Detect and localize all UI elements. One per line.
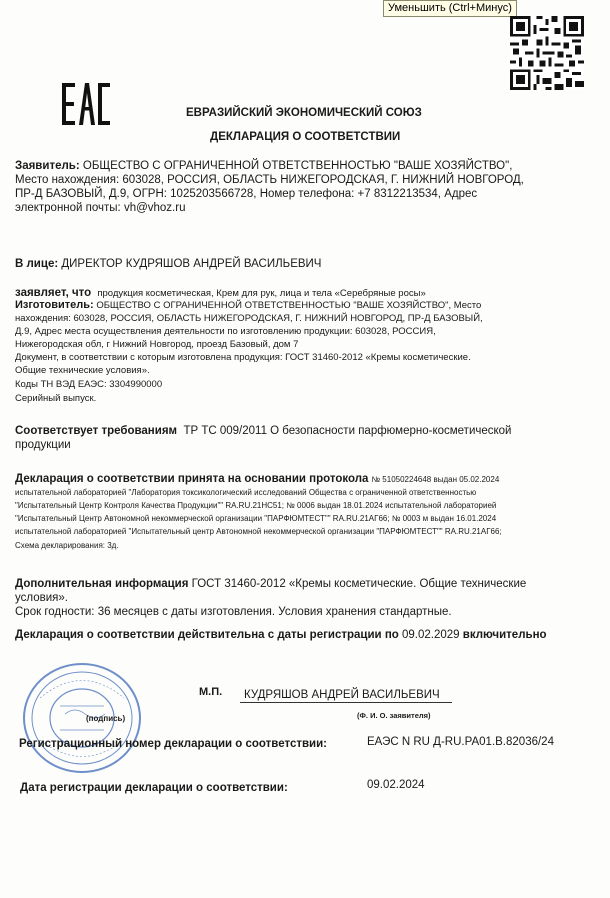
applicant-line-1 (15, 160, 512, 173)
compliance-line-2: продукции (15, 439, 71, 451)
document-title: ДЕКЛАРАЦИЯ О СООТВЕТСТВИИ (210, 131, 401, 143)
registration-number: ЕАЭС N RU Д-RU.РА01.В.82036/24 (367, 736, 554, 748)
additional-value: ГОСТ 31460-2012 «Кремы косметические. Общие технические (191, 578, 527, 590)
additional-line-1 (15, 578, 526, 591)
manufacturer-line-7: Коды ТН ВЭД ЕАЭС: 3304990000 (15, 379, 163, 390)
validity-date: 09.02.2029 (402, 629, 460, 641)
zoom-out-tooltip: Уменьшить (Ctrl+Минус) (383, 0, 517, 17)
registration-date: 09.02.2024 (367, 779, 425, 791)
manufacturer-line-4: Нижегородская обл, г Нижний Новгород, проезд Базовый, дом 7 (15, 339, 299, 350)
seal-place-label: М.П. (199, 686, 223, 698)
company-stamp (20, 658, 150, 776)
applicant-line-2: Место нахождения: 603028, РОССИЯ, ОБЛАСТЬ НИЖЕГОРОДСКАЯ, Г. НИЖНИЙ НОВГОРОД, (15, 174, 524, 186)
signature-caption: (подпись) (86, 714, 126, 723)
validity-line (15, 629, 547, 642)
basis-line-3: "Испытательный Центр Контроля Качества Продукции"" RA.RU.21НС51; № 0006 выдан 18.01.2024 испытательной лабораторией (15, 501, 497, 510)
manufacturer-line-3: Д.9, Адрес места осуществления деятельности по изготовлению продукции: 603028, РОССИЯ, (15, 326, 436, 337)
representative-line (15, 258, 321, 271)
compliance-line-1 (15, 425, 511, 438)
additional-line-3: Срок годности: 36 месяцев с даты изготовления. Условия хранения стандартные. (15, 606, 452, 618)
validity-label: Декларация о соответствии действительна с даты регистрации по (15, 629, 399, 641)
declares-label: заявляет, что (15, 287, 92, 299)
manufacturer-label: Изготовитель: (15, 299, 94, 311)
qr-code (510, 16, 584, 90)
basis-line-4: "Испытательный Центр Автономной некоммерческой организации "ПАРФЮМТЕСТ"" RA.RU.21АГ66; № 0003 м выдан 16.01.2024 (15, 514, 497, 523)
basis-line-5: испытательной лабораторией "Испытательный центр Автономной некоммерческой организации "ПАРФЮМТЕСТ"" RA.RU.21АГ66; (15, 527, 502, 536)
representative-label: В лице: (15, 258, 59, 270)
additional-label: Дополнительная информация (15, 578, 189, 590)
signer-name: КУДРЯШОВ АНДРЕЙ ВАСИЛЬЕВИЧ (244, 689, 440, 701)
manufacturer-line-1 (15, 299, 481, 312)
compliance-value: ТР ТС 009/2011 О безопасности парфюмерно-косметической (183, 425, 512, 437)
basis-line-2: испытательной лабораторией "Лаборатория токсикологический исследований Общества с ограниченной ответственностью (15, 488, 477, 497)
registration-date-label: Дата регистрации декларации о соответствии: (20, 782, 288, 794)
basis-protocol: № 51050224648 выдан 05.02.2024 (371, 475, 500, 484)
applicant-line-3: ПР-Д БАЗОВЫЙ, Д.9, ОГРН: 1025203566728, Номер телефона: +7 8312213534, Адрес (15, 188, 478, 200)
manufacturer-line-8: Серийный выпуск. (15, 393, 97, 404)
basis-line-6: Схема декларирования: 3д. (15, 541, 119, 550)
signer-name-caption: (Ф. И. О. заявителя) (357, 711, 431, 720)
declares-value: продукция косметическая, Крем для рук, лица и тела «Серебряные росы» (97, 288, 426, 299)
manufacturer-line-6: Общие технические условия». (15, 365, 150, 376)
compliance-label: Соответствует требованиям (15, 425, 178, 437)
applicant-label: Заявитель: (15, 160, 80, 172)
registration-number-label: Регистрационный номер декларации о соответствии: (19, 738, 328, 750)
additional-line-2: условия». (15, 592, 68, 604)
eac-logo (62, 83, 110, 125)
validity-suffix: включительно (462, 629, 547, 641)
basis-label: Декларация о соответствии принята на основании протокола (15, 473, 369, 485)
manufacturer-line-5: Документ, в соответствии с которым изготовлена продукция: ГОСТ 31460-2012 «Кремы косметические. (15, 352, 471, 363)
manufacturer-name: ОБЩЕСТВО С ОГРАНИЧЕННОЙ ОТВЕТСТВЕННОСТЬЮ "ВАШЕ ХОЗЯЙСТВО", Место (96, 300, 482, 311)
union-title: ЕВРАЗИЙСКИЙ ЭКОНОМИЧЕСКИЙ СОЮЗ (186, 107, 422, 119)
manufacturer-line-2: нахождения: 603028, РОССИЯ, ОБЛАСТЬ НИЖЕГОРОДСКАЯ, Г. НИЖНИЙ НОВГОРОД, ПР-Д БАЗОВЫЙ, (15, 313, 483, 324)
basis-line-1 (15, 473, 499, 486)
name-underline (240, 702, 452, 703)
representative-value: ДИРЕКТОР КУДРЯШОВ АНДРЕЙ ВАСИЛЬЕВИЧ (61, 258, 322, 270)
applicant-line-4: электронной почты: vh@vhoz.ru (15, 202, 186, 214)
applicant-name: ОБЩЕСТВО С ОГРАНИЧЕННОЙ ОТВЕТСТВЕННОСТЬЮ "ВАШЕ ХОЗЯЙСТВО", (82, 160, 513, 172)
